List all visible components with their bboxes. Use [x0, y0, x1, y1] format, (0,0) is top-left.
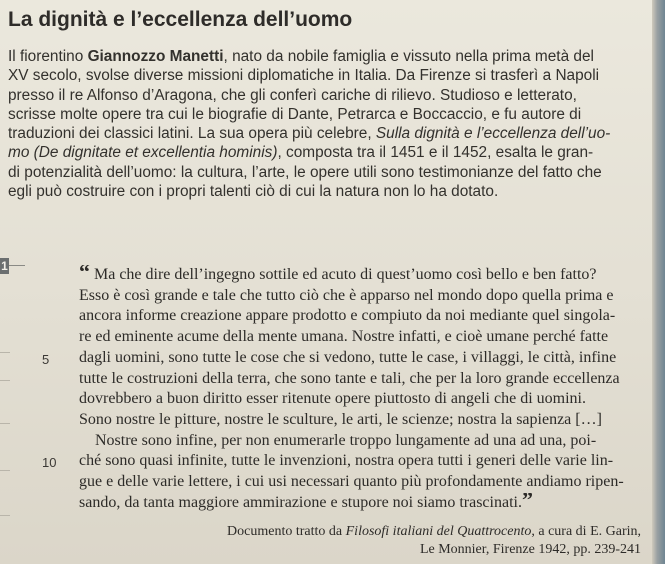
intro-line [8, 47, 665, 66]
margin-tick [0, 515, 10, 516]
intro-line [8, 143, 665, 162]
intro-line: egli può costruire con i propri talenti ciò di cui la natura non lo ha dotato. [8, 183, 499, 201]
intro-line: presso il re Alfonso d’Aragona, che gli conferì cariche di rilievo. Studioso e letterato, [8, 86, 577, 104]
quote-line [79, 493, 652, 514]
source-text: , a cura di E. Garin, [531, 524, 641, 539]
close-quote-mark: ” [521, 492, 533, 512]
source-text: Documento tratto da [227, 524, 346, 539]
quote-line: re ed eminente acume della mente umana. Nostre infatti, e cioè umane perché fatte [79, 328, 609, 346]
source-citation-line-1 [227, 523, 641, 541]
intro-text: Il fiorentino [8, 48, 88, 65]
work-title: mo (De dignitate et excellentia hominis) [8, 144, 278, 162]
open-quote-mark: “ [79, 265, 90, 284]
quote-line: Nostre sono infine, per non enumerarle troppo lungamente ad una ad una, poi- [95, 431, 597, 449]
quote-line: Esso è così grande e tale che tutto ciò che è apparso nel mondo dopo quella prima e [79, 286, 614, 304]
quote-text: Ma che dire dell’ingegno sottile ed acuto di quest’uomo così bello e ben fatto? [94, 266, 597, 283]
intro-text: , nato da nobile famiglia e vissuto nella prima metà del [223, 48, 594, 65]
section-number-badge: 1 [1, 259, 8, 273]
quote-line: ancora informe creazione appare prodotto e compiuto da noi mediante quel singola- [79, 307, 616, 325]
quote-line: Sono nostre le pitture, nostre le sculture, le arti, le scienze; nostra la sapienza […] [79, 410, 602, 428]
margin-tick [0, 352, 10, 353]
quote-line: tutte le costruzioni della terra, che sono tante e tali, che per la loro grande eccellenza [79, 369, 620, 387]
margin-tick [0, 470, 10, 471]
quote-line: gue e delle varie lettere, i cui usi necessari quanto più profondamente andiamo ripen- [79, 473, 624, 491]
margin-tick [0, 423, 10, 424]
quote-line: dovrebbero a buon diritto esser ritenute opere piuttosto di angeli che di uomini. [79, 390, 586, 408]
quote-block [79, 265, 652, 513]
intro-text: traduzioni dei classici latini. La sua opera più celebre, [8, 125, 376, 143]
quote-line [79, 265, 652, 286]
line-number-10: 10 [42, 455, 57, 470]
quote-text: sando, da tanta maggiore ammirazione e stupore noi siamo trascinati. [79, 493, 522, 511]
margin-tick [0, 380, 10, 381]
intro-line: XV secolo, svolse diverse missioni diplomatiche in Italia. Da Firenze si trasferì a Napoli [8, 67, 600, 85]
author-name: Giannozzo Manetti [87, 48, 224, 65]
source-book-title: Filosofi italiani del Quattrocento [345, 524, 532, 539]
intro-line: scrisse molte opere tra cui le biografie di Dante, Petrarca e Boccaccio, e fu autore di [8, 105, 582, 123]
intro-paragraph [8, 47, 665, 201]
work-title: Sulla dignità e l’eccellenza dell’uo- [375, 125, 611, 143]
line-number-5: 5 [42, 352, 50, 367]
page-title: La dignità e l’eccellenza dell’uomo [8, 8, 353, 31]
intro-line: di potenzialità dell’uomo: la cultura, l’arte, le opere utili sono testimonianze del fatto che [8, 163, 602, 181]
source-citation-line-2: Le Monnier, Firenze 1942, pp. 239-241 [419, 542, 641, 557]
section-rule [9, 265, 25, 266]
intro-line [8, 124, 665, 143]
quote-line: ché sono quasi infinite, tutte le invenzioni, nostra opera tutti i generi delle varie lin- [79, 452, 614, 470]
quote-line: dagli uomini, sono tutte le cose che si vedono, tutte le case, i villaggi, le città, infine [79, 348, 617, 366]
intro-text: , composta tra il 1451 e il 1452, esalta le gran- [277, 144, 594, 162]
